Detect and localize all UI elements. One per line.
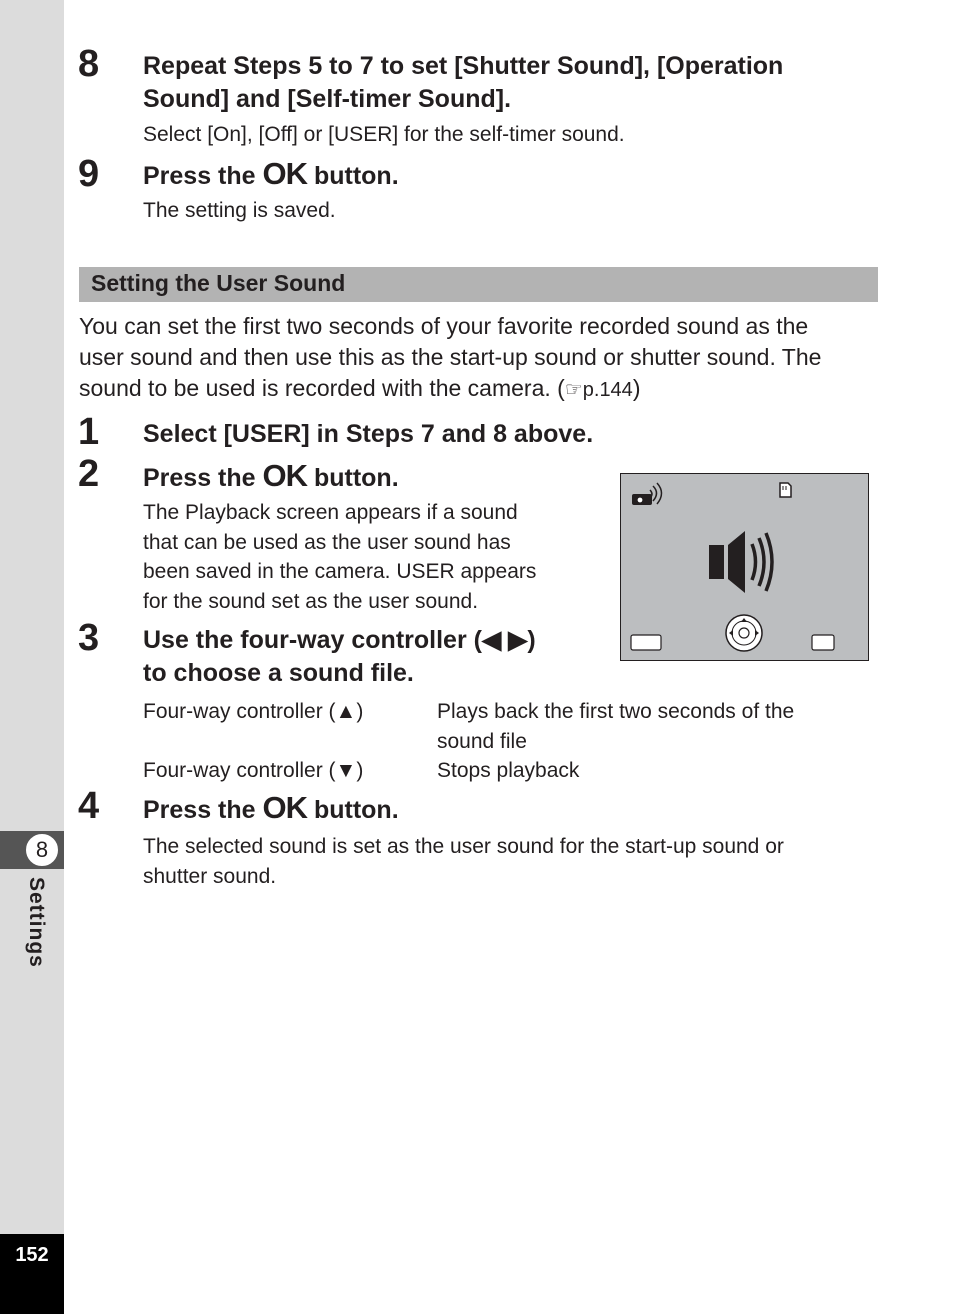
section-heading-bar — [79, 267, 878, 302]
step-heading: Use the four-way controller (◀ ▶) to choose a sound file. — [143, 626, 536, 687]
section-title: Setting the User Sound — [91, 270, 346, 296]
chapter-sidebar — [0, 0, 64, 1314]
sound-recording-icon — [632, 483, 662, 505]
ok-button-glyph: OK — [262, 458, 308, 493]
control-description: Stops playback — [437, 759, 580, 782]
step-heading: Press the OK button. — [143, 790, 399, 825]
step-body: The setting is saved. — [143, 199, 336, 222]
chapter-label: Settings — [25, 877, 48, 968]
camera-playback-screen — [620, 473, 869, 661]
step-heading: Repeat Steps 5 to 7 to set [Shutter Sound], [Operation Sound] and [Self-timer Sound]. — [143, 52, 784, 113]
step-body: The selected sound is set as the user sound for the start-up sound or shutter sound. — [143, 835, 784, 888]
step-heading: Press the OK button. — [143, 156, 399, 191]
step-number: 2 — [78, 453, 100, 495]
step-number: 1 — [78, 411, 100, 453]
control-description: Plays back the first two seconds of the sound file — [437, 700, 795, 753]
ok-button-icon — [812, 635, 834, 650]
speaker-icon — [709, 531, 772, 593]
page-number: 152 — [0, 1234, 64, 1314]
ok-button-glyph: OK — [262, 790, 308, 825]
step-number: 3 — [78, 617, 100, 659]
step-heading: Press the OK button. — [143, 458, 399, 493]
control-key: Four-way controller (▼) — [143, 759, 364, 782]
chapter-number: 8 — [25, 833, 59, 867]
memory-card-icon — [780, 483, 791, 497]
section-intro: You can set the first two seconds of your favorite recorded sound as the user sound and then use this as the start-up sound or shutter sound. The sound to be used is recorded with the camera. (☞p.144) — [79, 313, 822, 401]
step-body: The Playback screen appears if a sound that can be used as the user sound has been saved in the camera. USER appears for the sound set as the user sound. — [143, 501, 537, 613]
ok-button-glyph: OK — [262, 156, 308, 191]
step-number: 8 — [78, 43, 100, 85]
four-way-controller-icon — [726, 615, 762, 651]
menu-button-icon — [631, 635, 661, 650]
step-number: 4 — [78, 785, 100, 827]
control-key: Four-way controller (▲) — [143, 700, 364, 723]
step-number: 9 — [78, 153, 100, 195]
step-heading: Select [USER] in Steps 7 and 8 above. — [143, 420, 594, 448]
page-reference: ☞p.144 — [564, 379, 633, 401]
step-body: Select [On], [Off] or [USER] for the self-timer sound. — [143, 123, 625, 146]
